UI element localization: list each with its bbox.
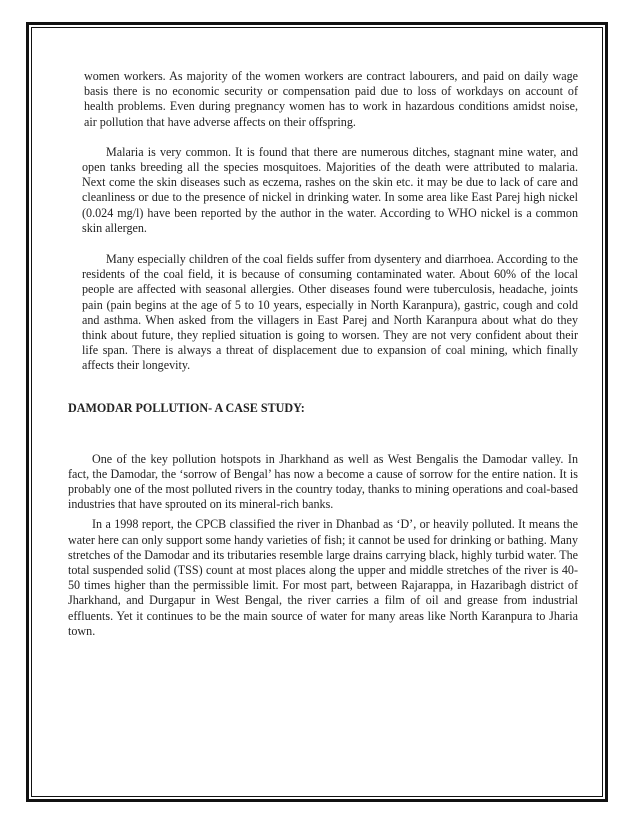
paragraph-women-workers: women workers. As majority of the women workers are contract labourers, and paid on daily wage basis there is no economic security or compensation paid due to loss of workdays on account of health problems. Even during pregnancy women has to work in hazardous conditions amidst noise, air pollution that have adverse affects on their offspring. xyxy=(84,69,578,129)
paragraph-diseases: Many especially children of the coal fields suffer from dysentery and diarrhoea. According to the residents of the coal field, it is because of consuming contaminated water. About 60% of the local people are affected with seasonal allergies. Other diseases found were tuberculosis, headache, joints pain (pain begins at the age of 5 to 10 years, especially in North Karanpura), gastric, cough and cold and asthma. When asked from the villagers in East Parej and North Karanpura about what do they think about future, they replied situation is going to worsen. They are not very confident about their life span. There is always a threat of displacement due to expansion of coal mining, which finally affects their longevity. xyxy=(82,252,578,373)
document-body xyxy=(68,69,578,639)
paragraph-malaria: Malaria is very common. It is found that there are numerous ditches, stagnant mine water, and open tanks breeding all the species mosquitoes. Majorities of the death were attributed to malaria. Next come the skin diseases such as eczema, rashes on the skin etc. it may be due to lack of care and cleanliness or due to the presence of nickel in drinking water. In some area like East Parej high nickel (0.024 mg/l) have been reported by the author in the water. According to WHO nickel is a common skin allergen. xyxy=(82,144,578,235)
paragraph-damodar-intro: One of the key pollution hotspots in Jharkhand as well as West Bengalis the Damodar valley. In fact, the Damodar, the ‘sorrow of Bengal’ has now a become a cause of sorrow for the entire nation. It is probably one of the most polluted rivers in the country today, thanks to mining operations and coal-based industries that have sprouted on its mineral-rich banks. xyxy=(68,451,578,512)
paragraph-cpcb-report: In a 1998 report, the CPCB classified the river in Dhanbad as ‘D’, or heavily polluted. It means the water here can only support some handy varieties of fish; it cannot be used for drinking or bathing. Many stretches of the Damodar and its tributaries resemble large drains carrying black, highly turbid water. The total suspended solid (TSS) count at most places along the upper and middle stretches of the river is 40-50 times higher than the permissible limit. For most part, between Rajarappa, in Hazaribagh district of Jharkhand, and Durgapur in West Bengal, the river carries a film of oil and grease from industrial effluents. Yet it continues to be the main source of water for many areas like North Karanpura to Jharia town. xyxy=(68,517,578,638)
section-heading: DAMODAR POLLUTION- A CASE STUDY: xyxy=(68,400,305,415)
